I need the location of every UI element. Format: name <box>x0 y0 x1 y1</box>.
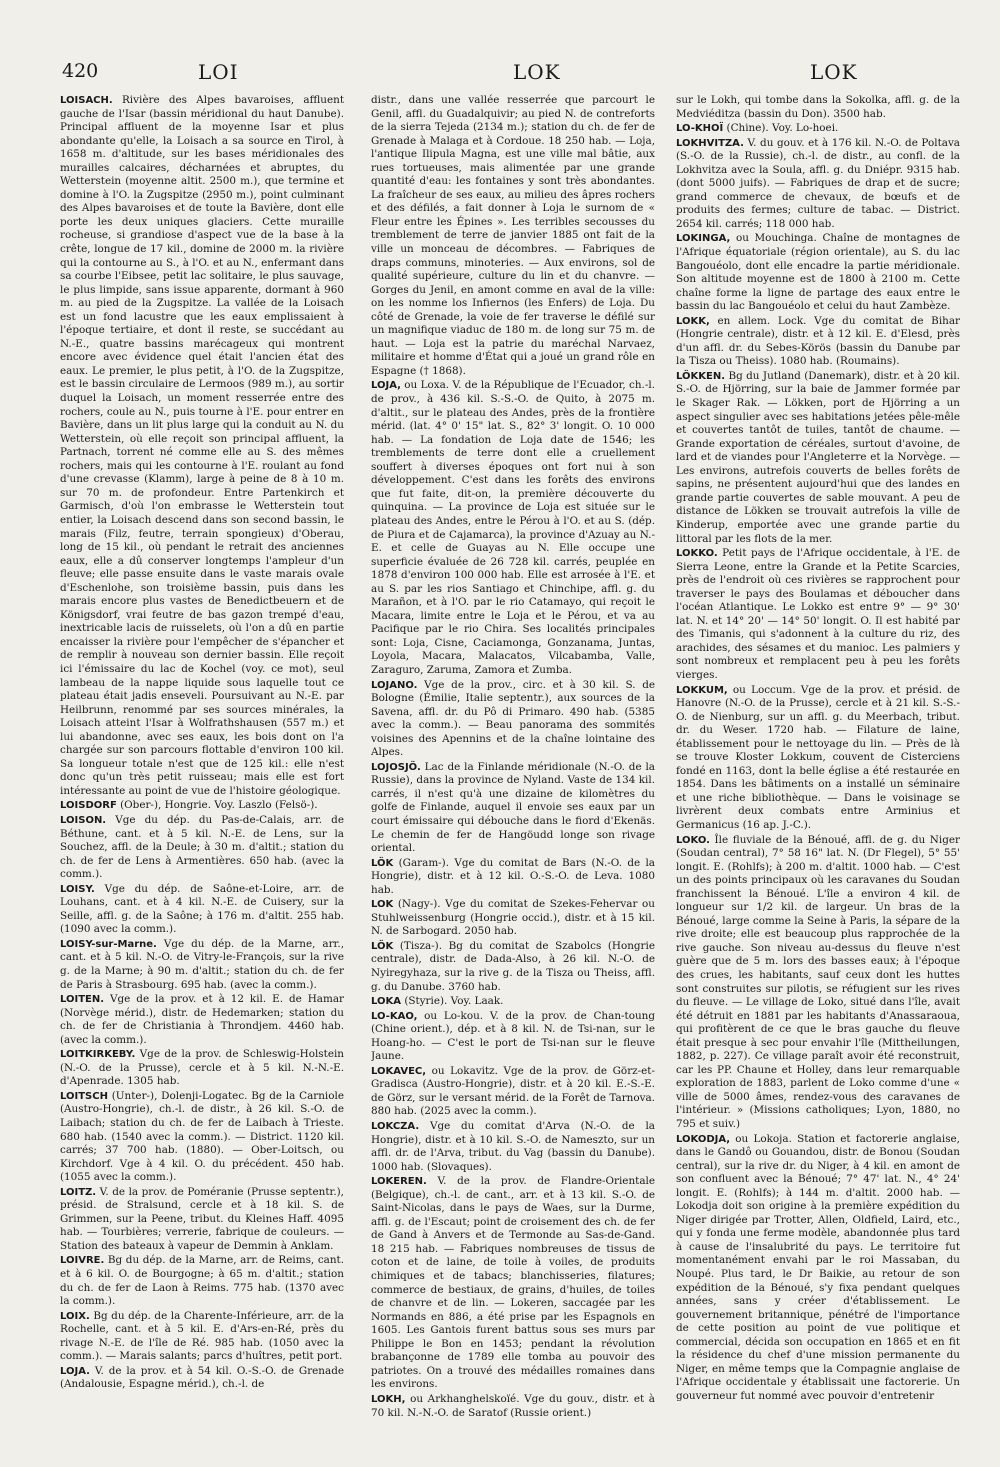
entry-headword: LOITZ. <box>60 1186 97 1198</box>
entry-text: Vge de la prov. et à 12 kil. E. de Hamar (Norvège mérid.), distr. de Hedemarken; station du ch. de fer de Christiania à Throndjem. 4460 hab. (avec la comm.). <box>60 993 344 1046</box>
entry-text: Lac de la Finlande méridionale (N.-O. de la Russie), dans la province de Nyland. Vaste de 134 kil. carrés, il n'est qu'à une dizaine de kilomètres du golfe de Finlande, auquel il envoie ses eaux par un court émissaire qui débouche dans le fiord d'Ekenäs. Le chemin de fer de Hangöudd longe son rivage oriental. <box>371 760 655 855</box>
entry-text: V. du gouv. et à 176 kil. N.-O. de Poltava (S.-O. de la Russie), ch.-l. de distr., au confl. de la Lokhvitza avec la Soula, affl. g. du Dniépr. 9315 hab. (dont 5000 juifs). — Fabriques de drap et de sucre; grand commerce de chevaux, de bœufs et de produits des fermes; culture de tabac. — District. 2654 kil. carrés; 118 000 hab. <box>676 136 960 230</box>
page-number: 420 <box>62 60 99 82</box>
entry-headword: LOISY. <box>60 883 95 895</box>
entry-text: (Unter-), Dolenji-Logatec. Bg de la Carniole (Austro-Hongrie), ch.-l. de distr., à 26 kil. S.-O. de Laibach; station du ch. de fer de Laibach à Trieste. 680 hab. (1540 avec la comm.). — District. 1120 kil. carrés; 37 700 hab. (1880). — Ober-Loitsch, ou Kirchdorf. Vge à 4 kil. O. du précédent. 450 hab. (1055 avec la comm.). <box>60 1089 344 1184</box>
entry-headword: LÖKKEN. <box>676 370 726 382</box>
entry-text: Bg du dép. de la Charente-Inférieure, arr. de la Rochelle, cant. et à 5 kil. E. d'Ars-en-Ré, près du rivage N.-E. de l'île de Ré. 985 hab. (1050 avec la comm.). — Marais salants; parcs d'huîtres, petit port. <box>60 1309 344 1363</box>
dictionary-entry <box>676 232 960 313</box>
running-head-center: LOK <box>513 60 561 84</box>
dictionary-entry <box>676 834 960 1132</box>
entry-headword: LOITSCH <box>60 1090 108 1102</box>
dictionary-entry <box>371 761 655 856</box>
entry-headword: LOKINGA, <box>676 233 731 245</box>
entry-headword: LOKAVEC, <box>371 1065 427 1077</box>
dictionary-entry <box>60 1186 344 1254</box>
entry-text: (Chine). Voy. Lo-hoei. <box>726 122 839 135</box>
dictionary-entry <box>371 1065 655 1119</box>
entry-text: ou Lokoja. Station et factorerie anglaise, dans le Gandô ou Gouandou, distr. de Bonou (Soudan central), sur la rive dr. du Niger, à 4 kil. en amont de son confluent avec la Bénoué; 7° 47' lat. N., 4° 24' longit. E. (Rohlfs); à 144 m. d'altit. 2000 hab. — Lokodja doit son origine à la première expédition du Niger dirigée par Trotter, Allen, Oldfield, Laird, etc., qui y fonda une ferme modèle, abandonnée plus tard à cause de l'insalubrité du pays. Le territoire fut momentanément envahi par le roi Massaban, du Noupé. Plus tard, le Dr Baikie, au retour de son expédition de la Bénoué, s'y fixa pendant quelques années, sans y créer d'établissement. Le gouvernement britannique, pénétré de l'importance de cette position au point de vue politique et commercial, décida son occupation en 1865 et en fit la résidence du chef d'une mission permanente du Niger, en même temps que la Compagnie anglaise de l'Afrique occidentale y établissait une factorerie. Un gouverneur fut nommé avec pouvoir d'entretenir <box>676 1132 960 1402</box>
entry-text: ou Loccum. Vge de la prov. et présid. de Hanovre (N.-O. de la Prusse), cercle et à 21 kil. S.-S.-O. de Nienburg, sur un affl. g. du Meerbach, tribut. dr. du Weser. 1720 hab. — Filature de laine, établissement pour le nettoyage du lin. — Près de là se trouve Kloster Lokkum, couvent de Cisterciens fondé en 1163, dont la belle église a été restaurée en 1854. Dans les bâtiments on a installé un séminaire et une riche bibliothèque. — Dans le voisinage se livrèrent deux combats entre Arminius et Germanicus (16 ap. J.-C.). <box>676 683 960 831</box>
entry-headword: LOKH, <box>371 1393 406 1405</box>
entry-text: Rivière des Alpes bavaroises, affluent gauche de l'Isar (bassin méridional du haut Danube). Principal affluent de la moyenne Isar et plus abondante qu'elle, la Loisach a sa source en Tirol, à 1658 m. d'altitude, sur les bases méridionales des murailles calcaires, décharnées et abruptes, du Wetterstein (moyenne altit. 2500 m.), que termine et domine à l'O. la Zugspitze (2950 m.), point culminant des Alpes bavaroises et de toute la Bavière, dont elle porte les deux uniques glaciers. Cette muraille rocheuse, si grandiose d'aspect vue de la base à la crête, longue de 17 kil., domine de 2000 m. la rivière qui la contourne au S., à l'O. et au N., enfermant dans sa courbe l'Eibsee, petit lac solitaire, le plus sauvage, le plus limpide, sans issue apparente, dormant à 960 m. au pied de la Zugspitze. La vallée de la Loisach est un fond lacustre que les eaux emplissaient à l'époque tertiaire, et dont il reste, se succédant au N.-E., quatre bassins marécageux qui montrent encore avec évidence quel était l'ancien état des eaux. Le premier, le plus petit, à l'O. de la Zugspitze, est le bassin circulaire de Lermoos (989 m.), au sortir duquel la Loisach, un moment resserrée entre des rochers, coule au N., puis tourne à l'E. pour entrer en Bavière, dans un lit plus large qui la conduit au N. du Wetterstein, où elle reçoit son principal affluent, la Partnach, torrent né comme elle au S. des mêmes rochers, mais qui les contourne à l'E. roulant au fond d'une crevasse (Klamm), large à peine de 8 à 10 m. sur 70 m. de profondeur. Entre Partenkirch et Garmisch, d'où l'on embrasse le Wetterstein tout entier, la Loisach descend dans son second bassin, le marais (Filz, feutre, terrain spongieux) d'Oberau, long de 15 kil., où pendant le retrait des anciennes eaux, elle a dû conserver longtemps l'ampleur d'un fleuve; elle passe ensuite dans le vaste marais ovale d'Eschenlohe, son troisième bassin, puis dans les marais encore plus vastes de Benedictbeuern et de Königsdorf, vrai feutre de bas gazon trempé d'eau, inextricable lacis de ruisselets, où l'on a dû en partie encaisser la rivière pour l'empêcher de s'épancher et de remplir à nouveau son dernier bassin. Elle reçoit ici l'émissaire du lac de Kochel (voy. ce mot), seul lambeau de la nappe liquide sous laquelle tout ce plateau était jadis enseveli. Poursuivant au N.-E. par Heilbrunn, renommé par ses sources minérales, la Loisach atteint l'Isar à Wolfrathshausen (557 m.) et lui abandonne, avec ses eaux, les bois dont on l'a chargée sur son parcours flottable d'environ 100 kil. Sa longueur totale n'est que de 125 kil.: elle n'est donc qu'un très petit ruisseau; mais elle est fort intéressante au point de vue de l'histoire géologique. <box>60 94 344 797</box>
entry-headword: LOKK, <box>676 315 710 327</box>
entry-headword: LOJANO. <box>371 679 418 691</box>
entry-text: Vge du dép. de la Marne, arr., cant. et à 5 kil. N.-O. de Vitry-le-François, sur la rive g. de la Marne; à 90 m. d'altit.; station du ch. de fer de Paris à Strasbourg. 695 hab. (avec la comm.). <box>60 937 344 991</box>
entry-text: (Garam-). Vge du comitat de Bars (N.-O. de la Hongrie), distr. et à 12 kil. O.-S.-O. de Leva. 1080 hab. <box>371 856 655 896</box>
dictionary-entry <box>60 1090 344 1185</box>
dictionary-entry <box>676 122 960 136</box>
dictionary-entry <box>60 938 344 992</box>
entry-text: (Tisza-). Bg du comitat de Szabolcs (Hongrie centrale), distr. de Dada-Also, à 26 kil. N.-O. de Nyiregyhaza, sur la rive g. de la Tisza ou Theiss, affl. g. du Danube. 3760 hab. <box>371 939 655 993</box>
dictionary-entry <box>371 94 655 378</box>
dictionary-entry <box>371 1120 655 1174</box>
dictionary-entry <box>676 370 960 546</box>
entry-headword: LOKKUM, <box>676 684 728 696</box>
text-column-2 <box>371 94 655 1454</box>
dictionary-entry <box>676 1133 960 1404</box>
dictionary-entry <box>371 857 655 898</box>
entry-headword: LÖK <box>371 857 394 869</box>
entry-headword: LOKODJA, <box>676 1133 731 1145</box>
entry-text: ou Lo-kou. V. de la prov. de Chan-toung (Chine orient.), dép. et à 8 kil. N. de Tsi-nan, sur le Hoang-ho. — C'est le port de Tsi-nan sur le fleuve Jaune. <box>371 1009 655 1063</box>
entry-headword: LOITKIRKEBY. <box>60 1049 136 1061</box>
dictionary-entry <box>371 940 655 994</box>
dictionary-entry <box>676 137 960 232</box>
entry-text: sur le Lokh, qui tombe dans la Sokolka, affl. g. de la Medviéditza (bassin du Don). 3500 hab. <box>676 94 960 120</box>
entry-headword: LOISY-sur-Marne. <box>60 938 157 950</box>
entry-headword: LOK <box>371 899 394 911</box>
dictionary-entry <box>60 1048 344 1089</box>
entry-headword: LOITEN. <box>60 994 105 1006</box>
dictionary-entry <box>371 1175 655 1392</box>
dictionary-entry <box>371 995 655 1009</box>
dictionary-entry <box>60 993 344 1047</box>
entry-headword: LO-KHOÏ <box>676 123 724 135</box>
dictionary-entry <box>371 379 655 677</box>
entry-headword: LOISON. <box>60 814 107 826</box>
entry-text: en allem. Lock. Vge du comitat de Bihar (Hongrie centrale), distr. et à 12 kil. E. d'Elesd, près d'un affl. dr. du Sebes-Körös (bassin du Danube par la Tisza ou Theiss). 1080 hab. (Roumains). <box>676 314 960 368</box>
running-head-left: LOI <box>198 60 239 84</box>
entry-headword: LOKHVITZA. <box>676 137 744 149</box>
dictionary-entry <box>676 547 960 682</box>
entry-text: Vge du comitat d'Arva (N.-O. de la Hongrie), distr. et à 10 kil. S.-O. de Nameszto, sur un affl. dr. de l'Arva, tribut. du Vag (bassin du Danube). 1000 hab. (Slovaques). <box>371 1120 655 1173</box>
dictionary-entry <box>60 1365 344 1392</box>
entry-text: V. de la prov. de Poméranie (Prusse septentr.), présid. de Stralsund, cercle et à 18 kil. S. de Grimmen, sur la Peene, tribut. du Kleines Haff. 4095 hab. — Tourbières; verrerie, fabrique de couleurs. — Station des bateaux à vapeur de Demmin à Anklam. <box>60 1185 344 1252</box>
dictionary-entry <box>676 684 960 833</box>
entry-text: ou Loxa. V. de la République de l'Ecuador, ch.-l. de prov., à 436 kil. S.-S.-O. de Quito, à 2075 m. d'altit., sur le plateau des Andes, près de la frontière mérid. (lat. 4° 0' 15" lat. S., 82° 3' longit. O. 10 000 hab. — La fondation de Loja date de 1546; les tremblements de terre dont elle a cruellement souffert à diverses époques ont fort nui à son développement. C'est dans les forêts des environs que fut faite, dit-on, la première découverte du quinquina. — La province de Loja est située sur le plateau des Andes, entre le Pérou à l'O. et au S. (dép. de Piura et de Cajamarca), la province d'Azuay au N.-E. et celle de Guayas au N. Elle occupe une superficie évaluée de 26 728 kil. carrés, peuplée en 1878 d'environ 100 000 hab. Elle est arrosée à l'E. et au S. par les rios Santiago et Chinchipe, affl. g. du Marañon, et à l'O. par le rio Catamayo, qui reçoit le Macara, limite entre le Loja et le Pérou, et va au Pacifique par le rio Chira. Ses localités principales sont: Loja, Cisne, Caciamonga, Gonzanama, Juntas, Loyola, Macara, Malacatos, Vilcabamba, Valle, Zaraguro, Zaruma, Zamora et Zumba. <box>371 379 655 676</box>
running-head-right: LOK <box>810 60 858 84</box>
entry-text: Bg du Jutland (Danemark), distr. et à 20 kil. S.-O. de Hjörring, sur la baie de Jammer formée par le Skager Rak. — Lökken, port de Hjörring a un aspect singulier avec ses habitations jetées pêle-mêle et couvertes tantôt de tuiles, tantôt de chaume. — Grande exportation de céréales, surtout d'avoine, de lard et de viandes pour l'Angleterre et la Norvège. — Les environs, autrefois couverts de belles forêts de sapins, ne présentent aujourd'hui que des landes en grande partie couvertes de sable mouvant. A peu de distance de Lökken se trouvait autrefois la ville de Kinderup, emportée avec une grande partie du littoral par les flots de la mer. <box>676 369 960 545</box>
entry-text: Vge de la prov. de Schleswig-Holstein (N.-O. de la Prusse), cercle et à 5 kil. N.-N.-E. d'Apenrade. 1305 hab. <box>60 1048 344 1088</box>
entry-text: (Ober-), Hongrie. Voy. Laszlo (Felsö-). <box>120 799 318 812</box>
entry-text: ou Lokavitz. Vge de la prov. de Görz-et-Gradisca (Austro-Hongrie), distr. et à 20 kil. E.-S.-E. de Görz, sur le versant mérid. de la Forêt de Tarnova. 880 hab. (2025 avec la comm.). <box>371 1064 655 1118</box>
dictionary-entry <box>371 1393 655 1420</box>
dictionary-entry <box>60 1310 344 1364</box>
dictionary-entry <box>371 898 655 939</box>
dictionary-entry <box>60 814 344 882</box>
entry-text: Bg du dép. de la Marne, arr. de Reims, cant. et à 6 kil. O. de Bourgogne; à 65 m. d'altit.; station du ch. de fer de Laon à Reims. 775 hab. (1370 avec la comm.). <box>60 1254 344 1308</box>
entry-headword: LOISDORF <box>60 800 117 812</box>
entry-text: distr., dans une vallée resserrée que parcourt le Genil, affl. du Guadalquivir; au pied N. de contreforts de la sierra Tejeda (2134 m.); station du ch. de fer de Grenade à Malaga et à Cordoue. 18 250 hab. — Loja, l'antique Ilipula Magna, est une ville mal bâtie, aux rues tortueuses, mais alimentée par une grande quantité d'eau: les fontaines y sont très abondantes. La fraîcheur de ses eaux, au milieu des âpres rochers et des défilés, a fait donner à Loja le surnom de « Fleur entre les Épines ». Les terribles secousses du tremblement de terre de janvier 1885 ont fait de la ville un monceau de décombres. — Fabriques de draps communs, minoteries. — Aux environs, sol de qualité supérieure, culture du lin et du chanvre. — Gorges du Jenil, en amont comme en aval de la ville: on les nomme los Infiernos (les Enfers) de Loja. Du côté de Grenade, la voie de fer traverse le défilé sur un magnifique viaduc de 180 m. de long sur 75 m. de haut. — Loja est la patrie du maréchal Narvaez, militaire et homme d'État qui a joué un grand rôle en Espagne († 1868). <box>371 94 655 377</box>
entry-headword: LOKA <box>371 996 402 1008</box>
entry-headword: LOJOSJÖ. <box>371 761 421 773</box>
entry-text: Vge du dép. du Pas-de-Calais, arr. de Béthune, cant. et à 5 kil. N.-E. de Lens, sur la Souchez, affl. de la Deule; à 30 m. d'altit.; station du ch. de fer de Lens à Armentières. 650 hab. (avec la comm.). <box>60 813 344 881</box>
dictionary-entry <box>60 94 344 798</box>
entry-text: Île fluviale de la Bénoué, affl. de g. du Niger (Soudan central), 7° 58 16" lat. N. (Dr Flegel), 5° 55' longit. E. (Rohlfs); à 200 m. d'altit. 1000 hab. — C'est un des points principaux où les caravanes du Soudan franchissent la Bénoué. L'île a environ 4 kil. de longueur sur 1/2 kil. de largeur. Un bras de la Bénoué, large comme la Seine à Paris, la sépare de la rive droite; elle est beaucoup plus rapprochée de la rive gauche. Son niveau au-dessus du fleuve n'est guère que de 5 m. lors des basses eaux; à l'époque des crues, les habitants, sauf ceux dont les huttes sont construites sur pilotis, se réfugient sur les rives du fleuve. — Le village de Loko, situé dans l'île, avait été détruit en 1881 par les habitants d'Anassaraoua, qui profitèrent de ce que le bras gauche du fleuve était presque à sec pour envahir l'île (Mittheilungen, 1882, p. 227). Ce village paraît avoir été reconstruit, car les PP. Chaune et Holley, dans leur remarquable exploration de 1883, parlent de Loko comme d'une « ville de 5000 âmes, rendez-vous des caravanes de l'intérieur. » (Missions catholiques; Lyon, 1880, no 795 et suiv.) <box>676 833 960 1131</box>
entry-headword: LOIX. <box>60 1310 90 1322</box>
text-column-3 <box>676 94 960 1454</box>
dictionary-entry <box>60 1254 344 1308</box>
dictionary-entry <box>60 883 344 937</box>
dictionary-entry <box>371 679 655 760</box>
dictionary-entry <box>676 315 960 369</box>
entry-text: Vge de la prov., circ. et à 30 kil. S. de Bologne (Émilie, Italie septentr.), aux sources de la Savena, affl. dr. du Pô di Primaro. 490 hab. (5385 avec la comm.). — Beau panorama des sommités voisines des Apennins et de la chaîne lointaine des Alpes. <box>371 678 655 759</box>
entry-headword: LÖK <box>371 940 394 952</box>
entry-text: ou Mouchinga. Chaîne de montagnes de l'Afrique équatoriale (région orientale), au S. du lac Bangouéolo, dont elle encadre la partie méridionale. Son altitude moyenne est de 1800 à 2100 m. Cette chaîne forme la ligne de partage des eaux entre le bassin du lac Bangouéolo et celui du haut Zambèze. <box>676 232 960 313</box>
entry-headword: LOJA. <box>60 1365 90 1377</box>
entry-headword: LOJA, <box>371 380 401 392</box>
entry-text: (Styrie). Voy. Laak. <box>404 995 504 1008</box>
entry-text: ou Arkhanghelskoïé. Vge du gouv., distr. et à 70 kil. N.-N.-O. de Saratof (Russie orient.) <box>371 1392 655 1419</box>
entry-headword: LOISACH. <box>60 95 113 106</box>
entry-text: Petit pays de l'Afrique occidentale, à l'E. de Sierra Leone, entre la Grande et la Petite Scarcies, près de l'endroit où ces rivières se rapprochent pour traverser le pays des Boulamas et déboucher dans l'océan Atlantique. Le Lokko est entre 9° — 9° 30' lat. N. et 14° 20' — 14° 50' longit. O. Il est habité par des Timanis, qui s'adonnent à la culture du riz, des arachides, des sésames et du manioc. Les palmiers y sont nombreux et remplacent peu à peu les forêts vierges. <box>676 547 960 681</box>
dictionary-entry <box>676 94 960 121</box>
entry-headword: LOKCZA. <box>371 1121 420 1133</box>
entry-text: Vge du dép. de Saône-et-Loire, arr. de Louhans, cant. et à 4 kil. N.-E. de Cuisery, sur la Seille, affl. g. de la Saône; à 176 m. d'altit. 255 hab. (1090 avec la comm.). <box>60 882 344 936</box>
entry-headword: LOKKO. <box>676 548 718 560</box>
entry-headword: LOKO. <box>676 834 710 846</box>
dictionary-entry <box>60 799 344 813</box>
entry-text: V. de la prov. de Flandre-Orientale (Belgique), ch.-l. de cant., arr. et à 13 kil. S.-O. de Saint-Nicolas, dans le pays de Waes, sur la Durme, affl. g. de l'Escaut; point de croisement des ch. de fer de Gand à Anvers et de Termonde au Sas-de-Gand. 18 215 hab. — Fabriques nombreuses de tissus de coton et de laine, de toile à voiles, de produits chimiques et de tabacs; blanchisseries, filatures; commerce de bestiaux, de grains, d'huiles, de toiles de chanvre et de lin. — Lokeren, saccagée par les Normands en 886, a été prise par les Espagnols en 1605. Les Gantois furent battus sous ses murs par Philippe le Bon en 1453; pendant la révolution brabançonne de 1789 elle tomba au pouvoir des patriotes. On a trouvé des médailles romaines dans les environs. <box>371 1175 655 1391</box>
entry-headword: LO-KAO, <box>371 1010 418 1022</box>
text-column-1 <box>60 94 344 1454</box>
entry-text: V. de la prov. et à 54 kil. O.-S.-O. de Grenade (Andalousie, Espagne mérid.), ch.-l. de <box>60 1364 344 1391</box>
entry-headword: LOKEREN. <box>371 1176 427 1188</box>
entry-text: (Nagy-). Vge du comitat de Szekes-Fehervar ou Stuhlweissenburg (Hongrie occid.), distr. et à 15 kil. N. de Sarbogard. 2050 hab. <box>371 898 655 938</box>
dictionary-entry <box>371 1010 655 1064</box>
entry-headword: LOIVRE. <box>60 1255 105 1267</box>
